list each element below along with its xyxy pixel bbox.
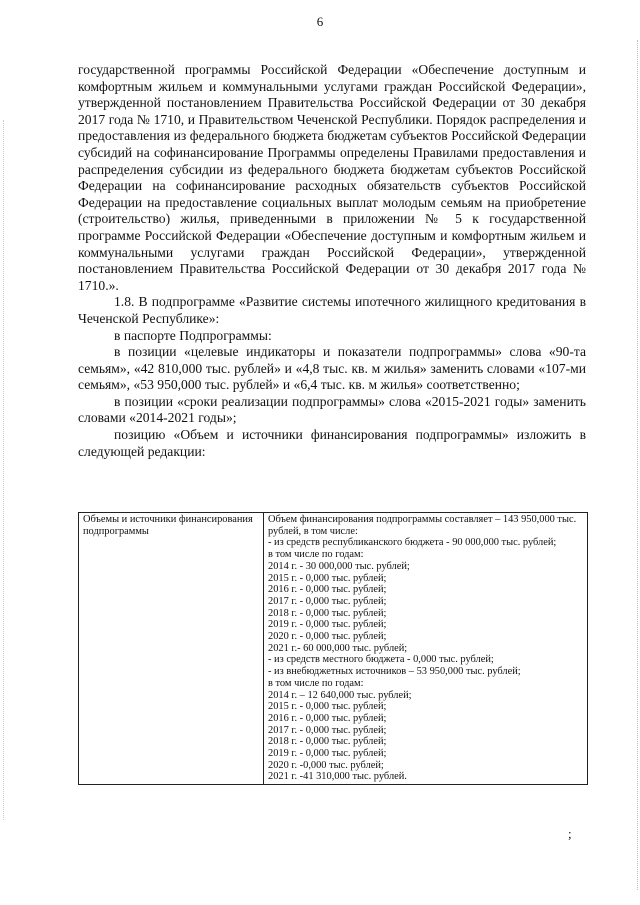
table-line: в том числе по годам: bbox=[268, 677, 364, 689]
table-row bbox=[79, 513, 588, 785]
funding-table bbox=[78, 512, 588, 785]
paragraph-terms: в позиции «сроки реализации подпрограммы» слова «2015-2021 годы» заменить словами «2014-2021 годы»; bbox=[78, 393, 586, 426]
paragraph-funding-position: позицию «Объем и источники финансирования подпрограммы» изложить в следующей редакции: bbox=[78, 427, 586, 459]
table-label-cell: Объемы и источники финансирования подпрограммы bbox=[79, 513, 264, 785]
table-line: 2020 г. - 0,000 тыс. рублей; bbox=[268, 631, 387, 643]
page-number: 6 bbox=[316, 14, 324, 29]
table-line: 2020 г. -0,000 тыс. рублей; bbox=[268, 759, 384, 771]
scan-edge-right bbox=[635, 40, 638, 890]
paragraph-indicators: в позиции «целевые индикаторы и показатели подпрограммы» слова «90-та семьям», «42 810,000 тыс. рублей» и «4,8 тыс. кв. м жилья» заменить словами «107-ми семьям», «53 950,000 тыс. рублей» и «6,4 тыс. кв. м жилья» соответственно; bbox=[78, 344, 586, 393]
table-line: 2019 г. - 0,000 тыс. рублей; bbox=[268, 619, 387, 631]
table-line: - из внебюджетных источников – 53 950,000 тыс. рублей; bbox=[268, 666, 521, 678]
table-line: - из средств республиканского бюджета - 90 000,000 тыс. рублей; bbox=[268, 537, 557, 549]
table-line: 2018 г. - 0,000 тыс. рублей; bbox=[268, 736, 387, 748]
table-line: 2019 г. - 0,000 тыс. рублей; bbox=[268, 748, 387, 760]
table-value-cell bbox=[264, 513, 588, 785]
paragraph-section-1-8: 1.8. В подпрограмме «Развитие системы ипотечного жилищного кредитования в Чеченской Республике»: bbox=[78, 294, 586, 326]
table-line: 2016 г. - 0,000 тыс. рублей; bbox=[268, 584, 387, 596]
trailing-semicolon: ; bbox=[568, 826, 572, 841]
document-body bbox=[78, 62, 586, 460]
table-line: 2014 г. – 12 640,000 тыс. рублей; bbox=[268, 689, 412, 701]
paragraph-continuation: государственной программы Российской Федерации «Обеспечение доступным и комфортным жильем и коммунальными услугами граждан Российской Федерации», утвержденной постановлением Правительства Российской Федерации от 30 декабря 2017 года № 1710, и Правительством Чеченской Республики. Порядок распределения и предоставления из федерального бюджета бюджетам субъектов Российской Федерации субсидий на софинансирование Программы определены Правилами предоставления и распределения субсидии из федерального бюджета бюджетам субъектов Российской Федерации на софинансирование расходных обязательств субъектов Российской Федерации на предоставление социальных выплат молодым семьям на приобретение (строительство) жилья, приведенными в приложении № 5 к государственной программе Российской Федерации «Обеспечение доступным и комфортным жильем и коммунальными услугами граждан Российской Федерации», утвержденной постановлением Правительства Российской Федерации от 30 декабря 2017 года № 1710.». bbox=[78, 62, 586, 293]
table-line: 2018 г. - 0,000 тыс. рублей; bbox=[268, 607, 387, 619]
table-line: 2017 г. - 0,000 тыс. рублей; bbox=[268, 724, 387, 736]
table-line: 2015 г. - 0,000 тыс. рублей; bbox=[268, 572, 387, 584]
scan-edge-left bbox=[3, 120, 5, 820]
table-line: Объем финансирования подпрограммы составляет – 143 950,000 тыс. рублей, в том числе: bbox=[268, 514, 577, 537]
table-line: - из средств местного бюджета - 0,000 тыс. рублей; bbox=[268, 654, 494, 666]
table-line: 2021 г. -41 310,000 тыс. рублей. bbox=[268, 771, 407, 783]
table-line: 2016 г. - 0,000 тыс. рублей; bbox=[268, 712, 387, 724]
table-line: 2017 г. - 0,000 тыс. рублей; bbox=[268, 595, 387, 607]
table-line: 2015 г. - 0,000 тыс. рублей; bbox=[268, 701, 387, 713]
table-line: 2021 г.- 60 000,000 тыс. рублей; bbox=[268, 642, 408, 654]
paragraph-passport: в паспорте Подпрограммы: bbox=[114, 327, 272, 343]
table-line: 2014 г. - 30 000,000 тыс. рублей; bbox=[268, 560, 410, 572]
table-line: в том числе по годам: bbox=[268, 549, 364, 561]
